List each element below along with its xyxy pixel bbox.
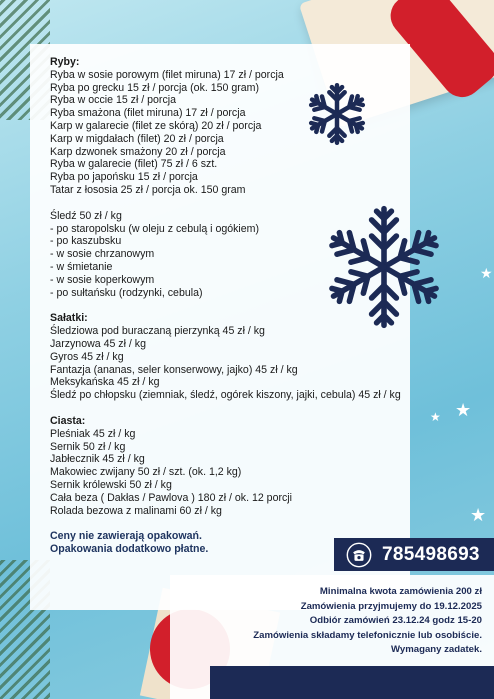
menu-item: Ryba po japońsku 15 zł / porcja <box>50 171 198 184</box>
section-heading-salatki: Sałatki: <box>50 312 88 325</box>
menu-item: Tatar z łososia 25 zł / porcja ok. 150 gram <box>50 183 246 196</box>
menu-item: - w sosie chrzanowym <box>50 248 155 261</box>
menu-item: Jarzynowa 45 zł / kg <box>50 337 146 350</box>
phone-banner[interactable] <box>334 538 494 571</box>
menu-item: Ryba po grecku 15 zł / porcja (ok. 150 gram) <box>50 81 260 94</box>
menu-item: Ryba w occie 15 zł / porcja <box>50 94 177 107</box>
menu-item: Ryba w galarecie (filet) 75 zł / 6 szt. <box>50 158 218 171</box>
info-line: Wymagany zadatek. <box>391 644 482 656</box>
menu-item: - w śmietanie <box>50 260 113 273</box>
packaging-note: Opakowania dodatkowo płatne. <box>50 543 209 556</box>
footer-bar <box>210 666 494 699</box>
menu-item: Karp w migdałach (filet) 20 zł / porcja <box>50 132 224 145</box>
section-heading-sledz: Śledź 50 zł / kg <box>50 209 122 222</box>
star-icon: ★ <box>455 400 472 420</box>
phone-icon <box>346 542 372 568</box>
menu-list <box>50 56 430 556</box>
info-line: Odbiór zamówień 23.12.24 godz 15-20 <box>309 615 482 627</box>
phone-number[interactable]: 785498693 <box>382 543 480 565</box>
menu-item: Meksykańska 45 zł / kg <box>50 376 160 389</box>
menu-item: Cała beza ( Dakłas / Pawlova ) 180 zł / ok. 12 porcji <box>50 491 293 504</box>
menu-item: Sernik królewski 50 zł / kg <box>50 478 172 491</box>
menu-item: - w sosie koperkowym <box>50 273 155 286</box>
section-heading-ciasta: Ciasta: <box>50 414 86 427</box>
menu-item: Śledź po chłopsku (ziemniak, śledź, ogórek kiszony, jajki, cebula) 45 zł / kg <box>50 389 401 402</box>
menu-item: Gyros 45 zł / kg <box>50 350 124 363</box>
menu-item: - po sułtańsku (rodzynki, cebula) <box>50 286 203 299</box>
menu-item: Jabłecznik 45 zł / kg <box>50 453 145 466</box>
menu-item: Rolada bezowa z malinami 60 zł / kg <box>50 504 222 517</box>
spacer <box>50 402 430 415</box>
section-heading-ryby: Ryby: <box>50 56 80 68</box>
info-line: Zamówienia składamy telefonicznie lub osobiście. <box>253 629 482 641</box>
menu-item: Śledziowa pod buraczaną pierzynką 45 zł / kg <box>50 325 265 338</box>
menu-item: Fantazja (ananas, seler konserwowy, jajko) 45 zł / kg <box>50 363 298 376</box>
menu-item: - po kaszubsku <box>50 235 122 248</box>
menu-item: Ryba smażona (filet miruna) 17 zł / porcja <box>50 107 246 120</box>
order-info <box>253 585 482 658</box>
star-icon: ★ <box>470 505 487 525</box>
spacer <box>50 197 430 210</box>
menu-item: Karp w galarecie (filet ze skórą) 20 zł / porcja <box>50 119 262 132</box>
star-icon: ★ <box>480 265 493 281</box>
packaging-note: Ceny nie zawierają opakowań. <box>50 530 202 543</box>
star-icon: ★ <box>430 410 441 424</box>
info-line: Minimalna kwota zamówienia 200 zł <box>319 586 482 597</box>
menu-item: Makowiec zwijany 50 zł / szt. (ok. 1,2 kg) <box>50 466 242 479</box>
info-line: Zamówienia przyjmujemy do 19.12.2025 <box>300 600 482 612</box>
menu-item: Sernik 50 zł / kg <box>50 440 126 453</box>
menu-item: Pleśniak 45 zł / kg <box>50 427 136 440</box>
menu-item: - po staropolsku (w oleju z cebulą i ogókiem) <box>50 222 260 235</box>
menu-item: Karp dzwonek smażony 20 zł / porcja <box>50 145 226 158</box>
spacer <box>50 517 430 530</box>
menu-item: Ryba w sosie porowym (filet miruna) 17 zł / porcja <box>50 68 284 81</box>
spacer <box>50 299 430 312</box>
